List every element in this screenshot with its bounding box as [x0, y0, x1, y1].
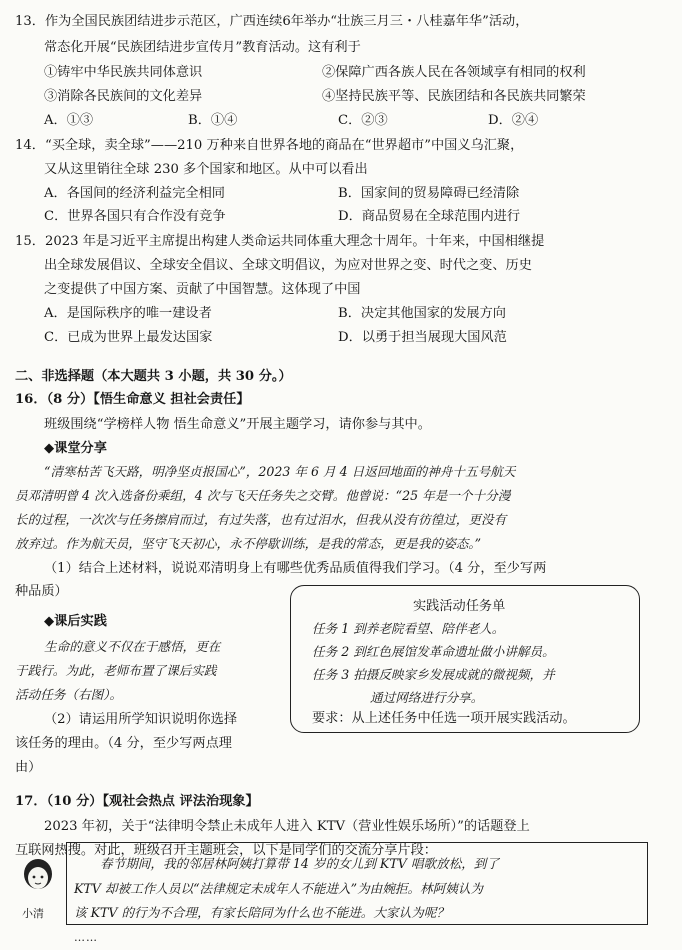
q16-after-line2: 于践行。为此，老师布置了课后实践	[15, 663, 217, 678]
q13-option-2: ②保障广西各族人民在各领域享有相同的权利	[322, 65, 586, 80]
q15-stem-line3: 之变提供了中国方案、贡献了中国智慧。这体现了中国	[44, 282, 361, 297]
q15-stem-line2: 出全球发展倡议、全球安全倡议、全球文明倡议，为应对世界之变、时代之变、历史	[44, 258, 532, 273]
q13-stem-line1: 13．作为全国民族团结进步示范区，广西连续6年举办“壮族三月三・八桂嘉年华”活动，	[15, 14, 529, 29]
q16-part2-line1: （2）请运用所学知识说明你选择	[44, 712, 238, 727]
task-list-title: 实践活动任务单	[413, 599, 506, 614]
task-1: 任务 1 到养老院看望、陪伴老人。	[312, 621, 505, 636]
q14-choice-c: C．世界各国只有合作没有竞争	[44, 209, 226, 224]
dialogue-line2: KTV 却被工作人员以“法律规定未成年人不能进入”为由婉拒。林阿姨认为	[74, 881, 484, 896]
q13-choice-d: D．②④	[488, 113, 539, 128]
q16-part1-line1: （1）结合上述材料，说说邓清明身上有哪些优秀品质值得我们学习。（4 分，至少写两	[44, 561, 547, 576]
student-avatar-icon	[18, 856, 58, 910]
q16-part1-line2: 种品质）	[15, 584, 68, 599]
q16-part2-line2: 该任务的理由。（4 分，至少写两点理	[15, 736, 232, 751]
continuation-dots: ……	[74, 931, 98, 944]
task-3-line2: 通过网络进行分享。	[370, 690, 484, 705]
q16-after-line3: 活动任务（右图）。	[15, 687, 123, 702]
q14-choice-d: D．商品贸易在全球范围内进行	[338, 209, 521, 224]
q13-choice-c: C．②③	[338, 113, 388, 128]
dialogue-line3: 该 KTV 的行为不合理，有家长陪同为什么也不能进。大家认为呢？	[74, 905, 449, 920]
q14-choice-a: A．各国间的经济利益完全相同	[44, 186, 225, 201]
q15-stem-line1: 15．2023 年是习近平主席提出构建人类命运共同体重大理念十周年。十年来，中国相继提	[15, 234, 545, 249]
q16-intro: 班级围绕“学榜样人物 悟生命意义”开展主题学习，请你参与其中。	[44, 417, 431, 432]
q13-choice-a: A．①③	[44, 113, 94, 128]
q13-option-4: ④坚持民族平等、民族团结和各民族共同繁荣	[322, 89, 586, 104]
q13-option-1: ①铸牢中华民族共同体意识	[44, 65, 203, 80]
q16-material-line2: 员邓清明曾 4 次入选备份乘组，4 次与飞天任务失之交臂。他曾说：“25 年是一个十分漫	[15, 488, 511, 503]
q17-heading: 17．（10 分）【观社会热点 评法治现象】	[15, 794, 259, 809]
dialogue-line1: 春节期间，我的邻居林阿姨打算带 14 岁的女儿到 KTV 唱歌放松，到了	[100, 856, 499, 871]
q16-material-line1: “清寒枯苦飞天路，明净坚贞报国心”，2023 年 6 月 4 日返回地面的神舟十五号航天	[44, 464, 516, 479]
q13-choice-b: B．①④	[188, 113, 238, 128]
task-3-line1: 任务 3 拍摄反映家乡发展成就的微视频，并	[312, 667, 555, 682]
task-requirement: 要求：从上述任务中任选一项开展实践活动。	[312, 711, 576, 726]
q17-stem-line2: 互联网热搜。对此，班级召开主题班会，以下是同学们的交流分享片段：	[15, 843, 437, 858]
q17-stem-line1: 2023 年初，关于“法律明令禁止未成年人进入 KTV（营业性娱乐场所）”的话题登上	[44, 819, 530, 834]
section-heading: 二、非选择题（本大题共 3 小题，共 30 分。）	[15, 369, 292, 384]
q15-choice-b: B．决定其他国家的发展方向	[338, 306, 506, 321]
q15-choice-d: D．以勇于担当展现大国风范	[338, 330, 507, 345]
speaker-name: 小清	[22, 907, 44, 920]
q13-stem-line2: 常态化开展“民族团结进步宣传月”教育活动。这有利于	[44, 40, 361, 55]
q16-after-line1: 生命的意义不仅在于感悟，更在	[44, 639, 221, 654]
q14-choice-b: B．国家间的贸易障碍已经清除	[338, 186, 520, 201]
q14-stem-line2: 又从这里销往全球 230 多个国家和地区。从中可以看出	[44, 162, 368, 177]
q16-share-title: ◆课堂分享	[44, 441, 107, 456]
q16-after-title: ◆课后实践	[44, 614, 107, 629]
q16-material-line3: 长的过程，一次次与任务擦肩而过，有过失落，也有过泪水，但我从没有彷徨过，更没有	[15, 512, 507, 527]
q15-choice-c: C．已成为世界上最发达国家	[44, 330, 213, 345]
q16-heading: 16．（8 分）【悟生命意义 担社会责任】	[15, 392, 250, 407]
task-2: 任务 2 到红色展馆发革命遗址做小讲解员。	[312, 644, 555, 659]
q16-part2-line3: 由）	[15, 760, 42, 775]
q16-material-line4: 放弃过。作为航天员，坚守飞天初心，永不停歇训练，是我的常态，更是我的姿态。”	[15, 536, 482, 551]
q15-choice-a: A．是国际秩序的唯一建设者	[44, 306, 212, 321]
q14-stem-line1: 14．“买全球，卖全球”——210 万种来自世界各地的商品在“世界超市”中国义乌汇聚，	[15, 138, 524, 153]
q13-option-3: ③消除各民族间的文化差异	[44, 89, 203, 104]
